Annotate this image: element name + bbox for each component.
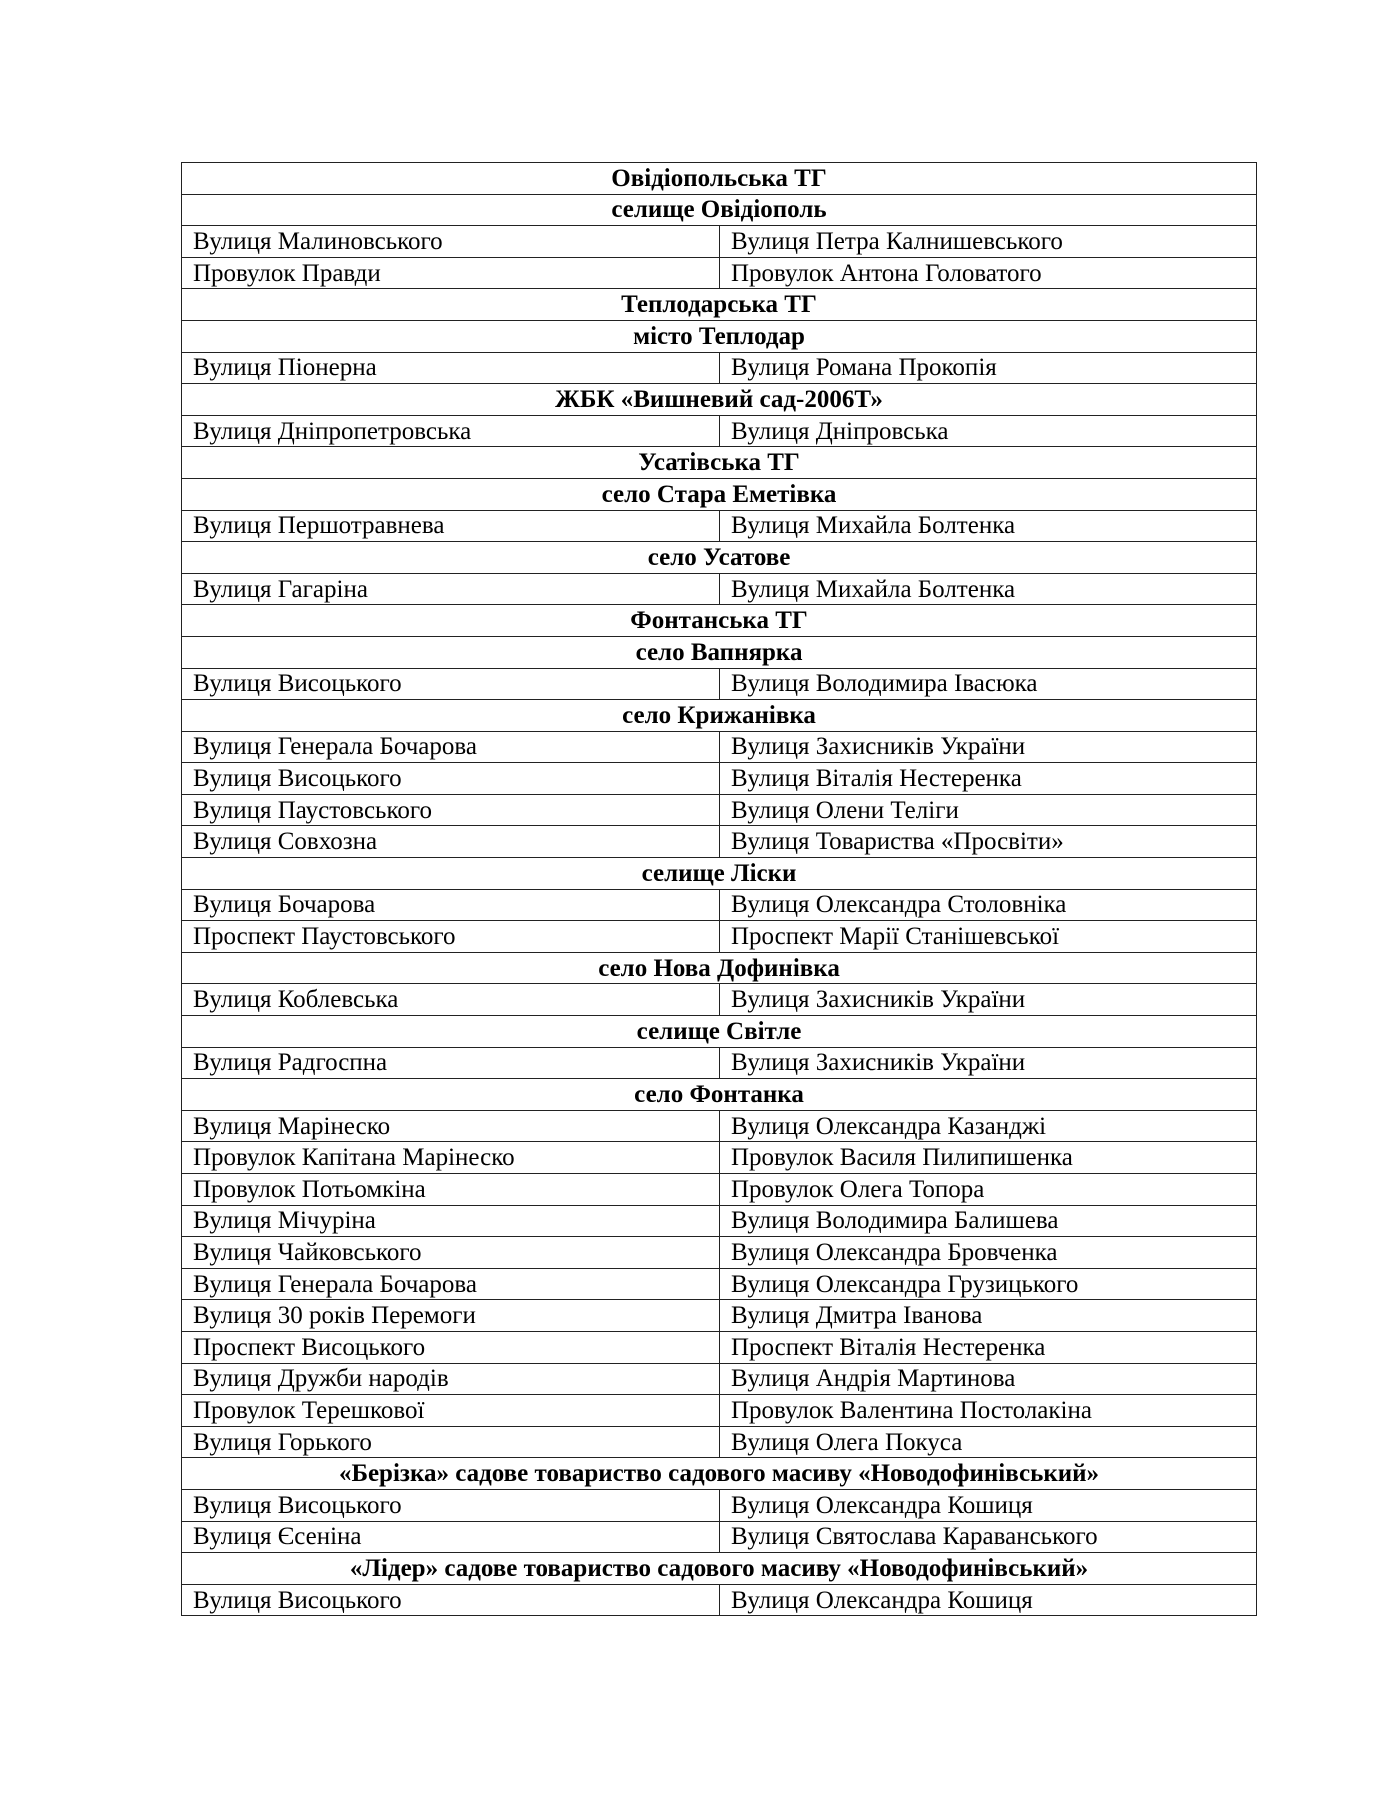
old-street-name: Провулок Капітана Марінеско [182,1142,720,1174]
section-heading: Усатівська ТГ [182,447,1257,479]
old-street-name: Проспект Паустовського [182,921,720,953]
new-street-name: Вулиця Олександра Кошиця [720,1584,1257,1616]
section-heading: селище Овідіополь [182,194,1257,226]
section-heading: Фонтанська ТГ [182,605,1257,637]
table-row [182,1426,1257,1458]
old-street-name: Провулок Правди [182,257,720,289]
old-street-name: Вулиця Висоцького [182,1584,720,1616]
table-row [182,1237,1257,1269]
section-heading-row [182,478,1257,510]
table-row [182,1395,1257,1427]
new-street-name: Вулиця Романа Прокопія [720,352,1257,384]
table-row [182,1489,1257,1521]
new-street-name: Провулок Валентина Постолакіна [720,1395,1257,1427]
new-street-name: Вулиця Олександра Казанджі [720,1110,1257,1142]
table-row [182,984,1257,1016]
section-heading-row [182,384,1257,416]
section-heading: «Берізка» садове товариство садового масиву «Новодофинівський» [182,1458,1257,1490]
street-renaming-table [181,162,1257,1616]
table-row [182,921,1257,953]
new-street-name: Вулиця Дніпровська [720,415,1257,447]
new-street-name: Вулиця Олени Теліги [720,794,1257,826]
table-row [182,415,1257,447]
section-heading: село Крижанівка [182,700,1257,732]
old-street-name: Вулиця Совхозна [182,826,720,858]
old-street-name: Вулиця Єсеніна [182,1521,720,1553]
table-row [182,1110,1257,1142]
old-street-name: Вулиця Генерала Бочарова [182,731,720,763]
new-street-name: Вулиця Святослава Караванського [720,1521,1257,1553]
section-heading-row [182,636,1257,668]
new-street-name: Вулиця Захисників України [720,984,1257,1016]
old-street-name: Вулиця Коблевська [182,984,720,1016]
table-row [182,731,1257,763]
new-street-name: Вулиця Захисників України [720,1047,1257,1079]
old-street-name: Вулиця Генерала Бочарова [182,1268,720,1300]
new-street-name: Вулиця Віталія Нестеренка [720,763,1257,795]
table-row [182,889,1257,921]
table-row [182,1205,1257,1237]
new-street-name: Вулиця Володимира Балишева [720,1205,1257,1237]
old-street-name: Провулок Терешкової [182,1395,720,1427]
table-row [182,510,1257,542]
table-row [182,794,1257,826]
section-heading-row [182,605,1257,637]
table-row [182,1174,1257,1206]
old-street-name: Вулиця Висоцького [182,763,720,795]
section-heading-row [182,289,1257,321]
table-row [182,352,1257,384]
section-heading-row [182,952,1257,984]
section-heading: Овідіопольська ТГ [182,163,1257,195]
new-street-name: Провулок Олега Топора [720,1174,1257,1206]
old-street-name: Вулиця Малиновського [182,226,720,258]
old-street-name: Вулиця Дніпропетровська [182,415,720,447]
section-heading: місто Теплодар [182,320,1257,352]
old-street-name: Вулиця Бочарова [182,889,720,921]
new-street-name: Вулиця Олександра Грузицького [720,1268,1257,1300]
old-street-name: Вулиця Висоцького [182,668,720,700]
table-row [182,1142,1257,1174]
new-street-name: Вулиця Олега Покуса [720,1426,1257,1458]
section-heading-row [182,1553,1257,1585]
section-heading-row [182,700,1257,732]
old-street-name: Провулок Потьомкіна [182,1174,720,1206]
old-street-name: Вулиця Марінеско [182,1110,720,1142]
old-street-name: Проспект Висоцького [182,1331,720,1363]
table-row [182,226,1257,258]
section-heading-row [182,542,1257,574]
section-heading: село Фонтанка [182,1079,1257,1111]
section-heading: селище Ліски [182,858,1257,890]
old-street-name: Вулиця Чайковського [182,1237,720,1269]
section-heading-row [182,194,1257,226]
new-street-name: Вулиця Петра Калнишевського [720,226,1257,258]
new-street-name: Проспект Марії Станішевської [720,921,1257,953]
old-street-name: Вулиця Першотравнева [182,510,720,542]
new-street-name: Вулиця Олександра Бровченка [720,1237,1257,1269]
new-street-name: Вулиця Дмитра Іванова [720,1300,1257,1332]
table-row [182,1268,1257,1300]
section-heading: село Усатове [182,542,1257,574]
old-street-name: Вулиця Горького [182,1426,720,1458]
section-heading: село Вапнярка [182,636,1257,668]
new-street-name: Вулиця Михайла Болтенка [720,510,1257,542]
new-street-name: Вулиця Олександра Столовніка [720,889,1257,921]
section-heading-row [182,447,1257,479]
new-street-name: Вулиця Товариства «Просвіти» [720,826,1257,858]
section-heading-row [182,858,1257,890]
section-heading-row [182,1458,1257,1490]
table-row [182,257,1257,289]
new-street-name: Вулиця Михайла Болтенка [720,573,1257,605]
table-row [182,763,1257,795]
old-street-name: Вулиця Паустовського [182,794,720,826]
section-heading-row [182,320,1257,352]
section-heading: ЖБК «Вишневий сад-2006Т» [182,384,1257,416]
table-row [182,826,1257,858]
new-street-name: Провулок Василя Пилипишенка [720,1142,1257,1174]
section-heading-row [182,163,1257,195]
new-street-name: Проспект Віталія Нестеренка [720,1331,1257,1363]
table-row [182,1521,1257,1553]
old-street-name: Вулиця 30 років Перемоги [182,1300,720,1332]
old-street-name: Вулиця Гагаріна [182,573,720,605]
section-heading-row [182,1016,1257,1048]
old-street-name: Вулиця Піонерна [182,352,720,384]
section-heading: село Стара Еметівка [182,478,1257,510]
old-street-name: Вулиця Радгоспна [182,1047,720,1079]
table-row [182,1584,1257,1616]
table-row [182,1331,1257,1363]
table-row [182,1047,1257,1079]
table-row [182,1363,1257,1395]
section-heading: село Нова Дофинівка [182,952,1257,984]
old-street-name: Вулиця Мічуріна [182,1205,720,1237]
old-street-name: Вулиця Висоцького [182,1489,720,1521]
table-row [182,668,1257,700]
new-street-name: Вулиця Захисників України [720,731,1257,763]
new-street-name: Вулиця Андрія Мартинова [720,1363,1257,1395]
old-street-name: Вулиця Дружби народів [182,1363,720,1395]
table-body [182,163,1257,1616]
section-heading: Теплодарська ТГ [182,289,1257,321]
new-street-name: Провулок Антона Головатого [720,257,1257,289]
table-row [182,1300,1257,1332]
section-heading-row [182,1079,1257,1111]
new-street-name: Вулиця Володимира Івасюка [720,668,1257,700]
table-row [182,573,1257,605]
new-street-name: Вулиця Олександра Кошиця [720,1489,1257,1521]
section-heading: «Лідер» садове товариство садового масиву «Новодофинівський» [182,1553,1257,1585]
section-heading: селище Світле [182,1016,1257,1048]
